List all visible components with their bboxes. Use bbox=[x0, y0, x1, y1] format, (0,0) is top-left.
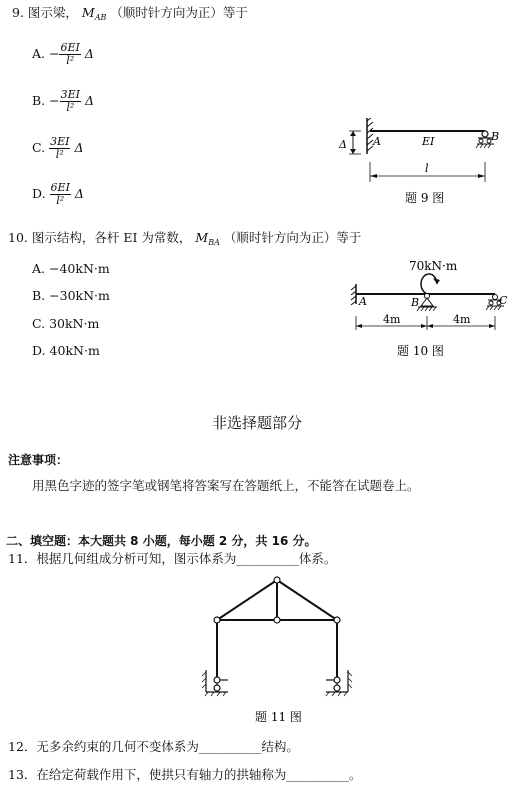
q10-option-c bbox=[32, 316, 99, 331]
fig10-span-2: 4m bbox=[453, 313, 471, 326]
q10-moment-symbol: M bbox=[195, 230, 209, 245]
option-value: −40kN·m bbox=[49, 261, 110, 276]
notice-text: 用黑色字迹的签字笔或钢笔将答案写在答题纸上，不能答在试题卷上。 bbox=[32, 478, 420, 493]
fraction-numerator: 6EI bbox=[60, 41, 80, 54]
q10-stem bbox=[8, 230, 361, 251]
option-fraction bbox=[60, 89, 81, 114]
option-letter: A. bbox=[32, 261, 46, 276]
option-sign: − bbox=[49, 93, 60, 108]
q9-text: 图示梁， bbox=[27, 5, 78, 20]
figure-11-frame bbox=[198, 574, 358, 726]
fig10-label-c: C bbox=[499, 294, 508, 307]
fraction-numerator: 6EI bbox=[50, 181, 70, 194]
fig10-label-b: B bbox=[411, 296, 420, 309]
fig10-label-a: A bbox=[359, 295, 367, 308]
fig9-label-ei: EI bbox=[422, 135, 435, 148]
option-letter: B. bbox=[32, 93, 46, 108]
option-letter: D. bbox=[32, 343, 46, 358]
option-letter: C. bbox=[32, 140, 46, 155]
option-fraction bbox=[49, 136, 70, 161]
q10-tail: （顺时针方向为正）等于 bbox=[223, 230, 362, 245]
option-value: 30kN·m bbox=[49, 316, 100, 331]
fraction-numerator: 3EI bbox=[50, 135, 70, 148]
q9-moment-symbol: M bbox=[81, 5, 95, 20]
fraction-denominator: l² bbox=[66, 101, 75, 114]
fig11-caption: 题 11 图 bbox=[255, 710, 302, 724]
part2-title: 非选择题部分 bbox=[211, 414, 302, 432]
q13-text: 13．在给定荷载作用下，使拱只有轴力的拱轴称为__________。 bbox=[8, 767, 362, 782]
fig10-moment-label: 70kN·m bbox=[409, 259, 458, 273]
fig9-label-l: l bbox=[425, 162, 429, 175]
q9-stem bbox=[12, 5, 248, 26]
option-letter: C. bbox=[32, 316, 46, 331]
q10-moment-subscript: BA bbox=[208, 238, 220, 247]
fraction-numerator: 3EI bbox=[60, 88, 81, 101]
option-delta: Δ bbox=[74, 186, 84, 201]
option-letter: D. bbox=[32, 186, 46, 201]
q10-text: 图示结构，各杆 EI 为常数， bbox=[31, 230, 192, 245]
fig9-caption: 题 9 图 bbox=[405, 191, 445, 205]
figure-9-beam bbox=[335, 118, 510, 208]
option-delta: Δ bbox=[84, 46, 94, 61]
q10-number: 10. bbox=[8, 230, 28, 245]
fig9-label-a: A bbox=[373, 135, 381, 148]
fraction-denominator: l² bbox=[56, 194, 65, 207]
option-delta: Δ bbox=[74, 140, 84, 155]
option-fraction bbox=[50, 182, 71, 207]
q9-number: 9. bbox=[12, 5, 24, 20]
q10-option-a bbox=[32, 261, 110, 276]
notice-title: 注意事项： bbox=[8, 453, 69, 467]
q10-option-d bbox=[32, 343, 100, 358]
option-delta: Δ bbox=[85, 93, 95, 108]
q12-text: 12．无多余约束的几何不变体系为__________结构。 bbox=[8, 739, 299, 754]
fig9-label-b: B bbox=[491, 130, 500, 143]
option-sign: − bbox=[49, 46, 60, 61]
option-fraction bbox=[59, 42, 80, 67]
q9-option-b bbox=[32, 89, 94, 114]
q9-moment-subscript: AB bbox=[94, 13, 107, 22]
option-value: 40kN·m bbox=[49, 343, 100, 358]
q10-option-b bbox=[32, 288, 110, 303]
option-letter: A. bbox=[32, 46, 46, 61]
q9-option-a bbox=[32, 42, 94, 67]
option-value: −30kN·m bbox=[49, 288, 110, 303]
fig10-span-1: 4m bbox=[383, 313, 401, 326]
fig10-caption: 题 10 图 bbox=[397, 344, 444, 358]
option-letter: B. bbox=[32, 288, 46, 303]
fraction-denominator: l² bbox=[55, 148, 64, 161]
figure-10-beam bbox=[345, 256, 513, 364]
q9-option-d bbox=[32, 182, 84, 207]
q9-tail: （顺时针方向为正）等于 bbox=[110, 5, 248, 20]
q9-option-c bbox=[32, 136, 83, 161]
section-fill-in-title: 二、填空题：本大题共 8 小题，每小题 2 分，共 16 分。 bbox=[6, 534, 317, 548]
fig9-delta-label: Δ bbox=[339, 138, 347, 151]
fraction-denominator: l² bbox=[66, 54, 75, 67]
q11-text: 11．根据几何组成分析可知，图示体系为__________体系。 bbox=[8, 551, 337, 566]
